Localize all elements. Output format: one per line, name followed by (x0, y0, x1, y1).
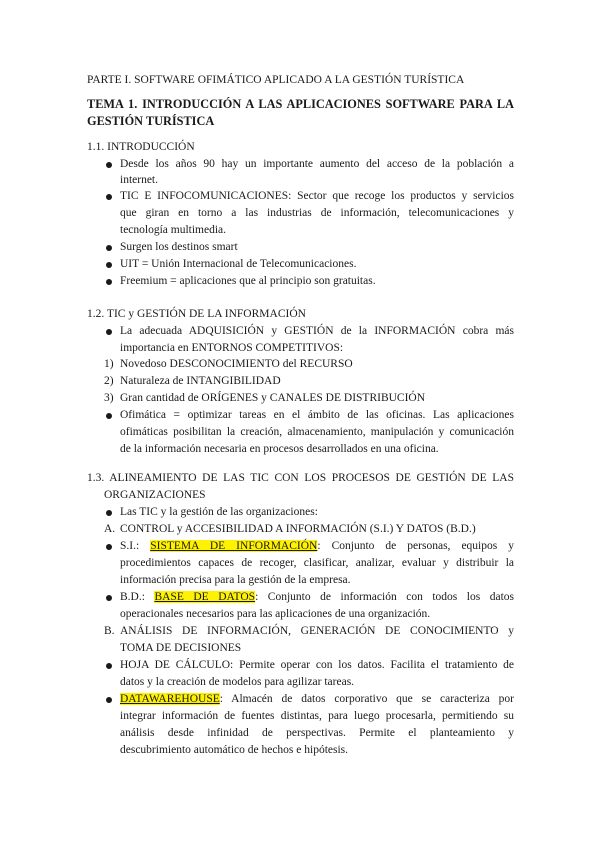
s3-hc-line-1: HOJA DE CÁLCULO: Permite operar con los datos. Facilita el tratamiento de (120, 659, 514, 671)
bullet-icon (106, 162, 112, 168)
s2-bullet-1-line-2: importancia en ENTORNOS COMPETITIVOS: (120, 342, 344, 354)
s1-bullet-2-line-3: tecnología multimedia. (120, 224, 227, 236)
dw-definition: : Almacén de datos corporativo que se caracteriza por (219, 693, 514, 705)
tema-title-line-1: TEMA 1. INTRODUCCIÓN A LAS APLICACIONES SOFTWARE PARA LA (87, 97, 514, 111)
s3-si-line-2: procedimientos capaces de recoger, clasificar, analizar, evaluar y distribuir la (120, 557, 514, 569)
bd-definition: : Conjunto de información con todos los datos (255, 591, 515, 603)
s2-bullet-2-line-2: ofimáticas posibilitan la creación, almacenamiento, manipulación y comunicación (120, 426, 514, 438)
dw-highlighted-term: DATAWAREHOUSE (120, 693, 220, 705)
s3-bullet-1: Las TIC y la gestión de las organizaciones: (120, 506, 318, 518)
s2-bullet-1-line-1: La adecuada ADQUISICIÓN y GESTIÓN de la INFORMACIÓN cobra más (120, 325, 514, 337)
bd-highlighted-term: BASE DE DATOS (154, 591, 256, 603)
s2-numbered-1: Novedoso DESCONOCIMIENTO del RECURSO (120, 358, 353, 370)
s3-si-line-3: información precisa para la gestión de la empresa. (120, 574, 351, 586)
s2-numbered-3: Gran cantidad de ORÍGENES y CANALES DE DISTRIBUCIÓN (120, 392, 426, 404)
s3-dw-line-3: análisis desde infinidad de perspectivas. Permite el planteamiento y (120, 727, 514, 739)
bullet-icon (106, 510, 112, 516)
bullet-icon (106, 245, 112, 251)
s3-dw-line-4: descubrimiento automático de hechos e hipótesis. (120, 744, 349, 756)
list-number: 1) (104, 358, 114, 370)
s2-bullet-2-line-3: de la información necesaria en procesos desarrollados en una oficina. (120, 443, 439, 455)
list-number: 3) (104, 392, 114, 404)
section-heading-1-1: 1.1. INTRODUCCIÓN (87, 141, 195, 153)
bullet-icon (106, 279, 112, 285)
bullet-icon (106, 194, 112, 200)
s1-bullet-3: Surgen los destinos smart (120, 241, 238, 253)
s1-bullet-2-line-2: que giran en torno a las industrias de información, telecomunicaciones y (120, 207, 514, 219)
si-highlighted-term: SISTEMA DE INFORMACIÓN (150, 540, 318, 552)
list-letter: B. (104, 625, 115, 637)
s3-si-line-1 (120, 538, 514, 554)
bd-prefix: B.D.: (120, 591, 155, 603)
part-title: PARTE I. SOFTWARE OFIMÁTICO APLICADO A LA GESTIÓN TURÍSTICA (87, 74, 465, 86)
section-heading-1-3-line-2: ORGANIZACIONES (104, 489, 206, 501)
bullet-icon (106, 595, 112, 601)
bullet-icon (106, 413, 112, 419)
s1-bullet-1-line-2: internet. (120, 174, 158, 186)
bullet-icon (106, 262, 112, 268)
section-heading-1-2: 1.2. TIC y GESTIÓN DE LA INFORMACIÓN (87, 308, 306, 320)
s3-item-b-line-1: ANÁLISIS DE INFORMACIÓN, GENERACIÓN DE CONOCIMIENTO y (120, 625, 514, 637)
s3-item-b-line-2: TOMA DE DECISIONES (120, 642, 242, 654)
s2-bullet-2-line-1: Ofimática = optimizar tareas en el ámbito de las oficinas. Las aplicaciones (120, 409, 514, 421)
si-prefix: S.I.: (120, 540, 151, 552)
list-letter: A. (104, 523, 116, 535)
s1-bullet-1-line-1: Desde los años 90 hay un importante aumento del acceso de la población a (120, 158, 514, 170)
s3-dw-line-1 (120, 691, 514, 707)
section-heading-1-3-line-1: 1.3. ALINEAMIENTO DE LAS TIC CON LOS PROCESOS DE GESTIÓN DE LAS (87, 472, 514, 484)
bullet-icon (106, 697, 112, 703)
bullet-icon (106, 329, 112, 335)
s1-bullet-2-line-1: TIC E INFOCOMUNICACIONES: Sector que recoge los productos y servicios (120, 190, 514, 202)
s2-numbered-2: Naturaleza de INTANGIBILIDAD (120, 375, 281, 387)
s1-bullet-5: Freemium = aplicaciones que al principio son gratuitas. (120, 275, 376, 287)
tema-title-line-2: GESTIÓN TURÍSTICA (87, 114, 215, 128)
s3-bd-line-1 (120, 589, 514, 605)
s3-bd-line-2: operacionales necesarios para las aplicaciones de una organización. (120, 608, 431, 620)
list-number: 2) (104, 375, 114, 387)
s3-dw-line-2: integrar información de fuentes distintas, para luego procesarla, permitiendo su (120, 710, 514, 722)
bullet-icon (106, 663, 112, 669)
bullet-icon (106, 544, 112, 550)
s3-item-a: CONTROL y ACCESIBILIDAD A INFORMACIÓN (S.I.) Y DATOS (B.D.) (120, 523, 476, 535)
s1-bullet-4: UIT = Unión Internacional de Telecomunicaciones. (120, 258, 357, 270)
si-definition: : Conjunto de personas, equipos y (317, 540, 515, 552)
s3-hc-line-2: datos y la creación de modelos para agilizar tareas. (120, 676, 355, 688)
